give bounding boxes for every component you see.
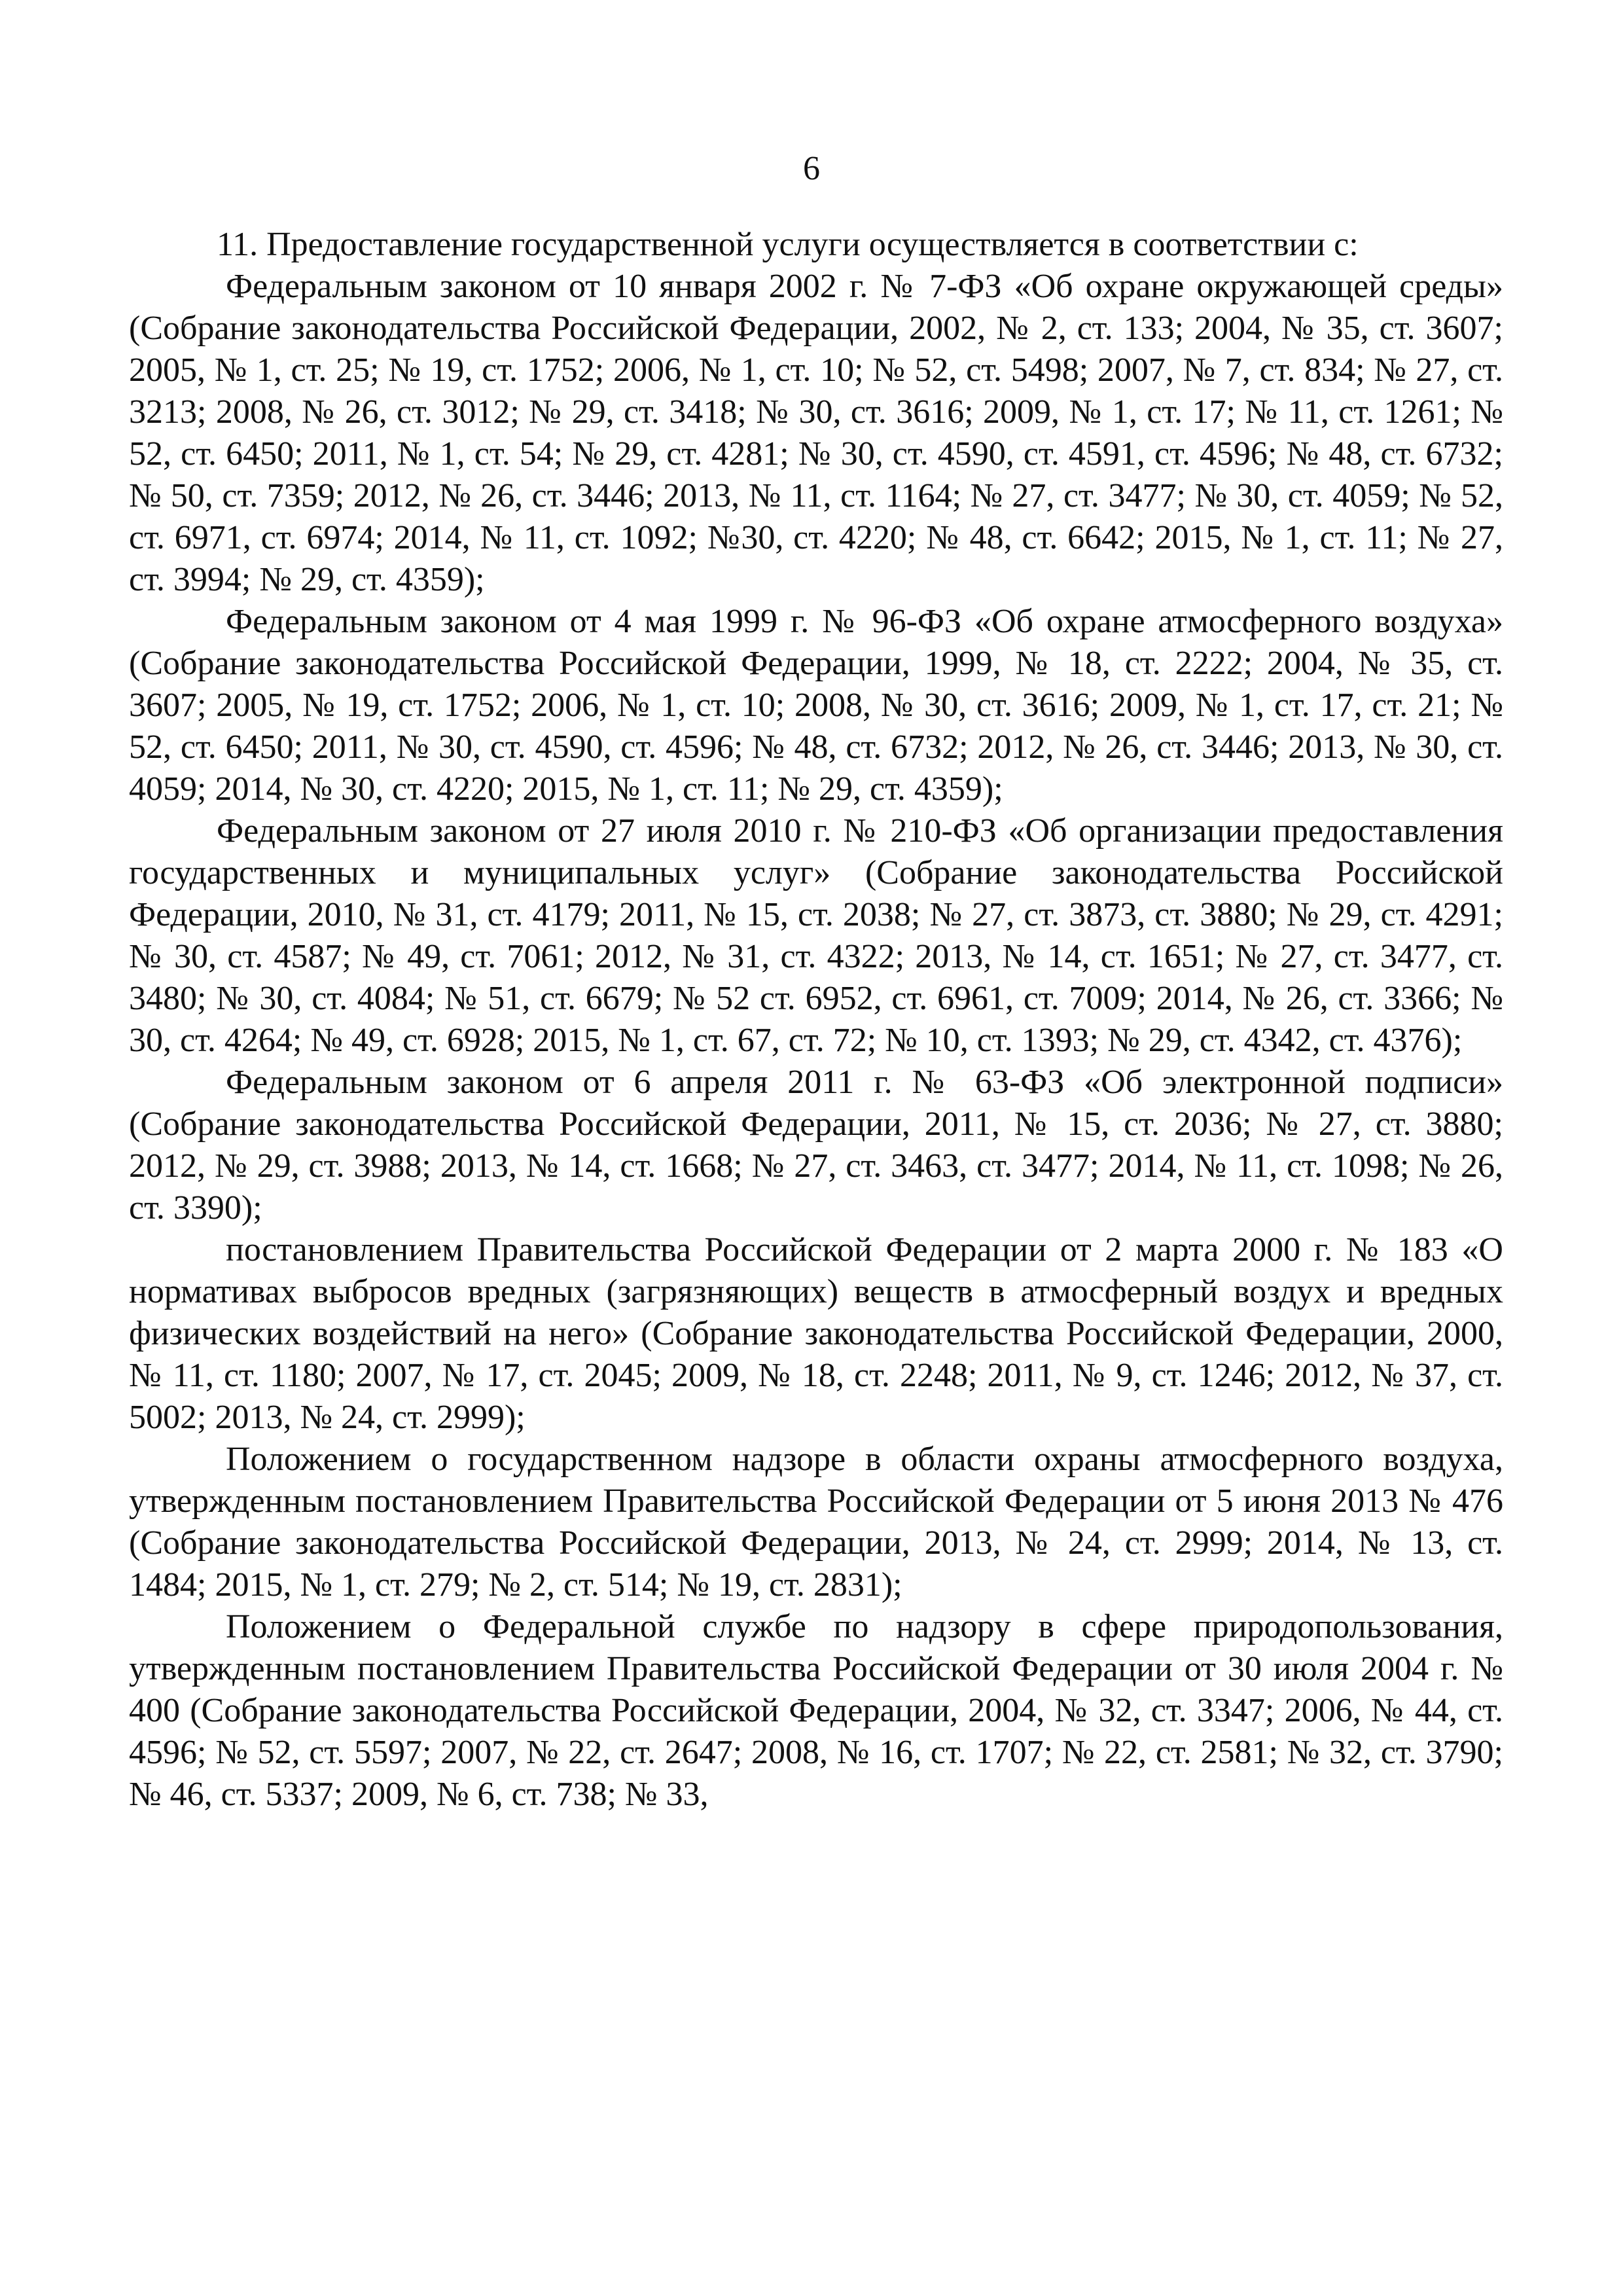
paragraph-law-96fz: Федеральным законом от 4 мая 1999 г. № 96-ФЗ «Об охране атмосферного воздуха» (Собрание законодательства Российской Федерации, 1999, № 18, ст. 2222; 2004, № 35, ст. 3607; 2005, № 19, ст. 1752; 2006, № 1, ст. 10; 2008, № 30, ст. 3616; 2009, № 1, ст. 17, ст. 21; № 52, ст. 6450; 2011, № 30, ст. 4590, ст. 4596; № 48, ст. 6732; 2012, № 26, ст. 3446; 2013, № 30, ст. 4059; 2014, № 30, ст. 4220; 2015, № 1, ст. 11; № 29, ст. 4359); (129, 603, 1503, 808)
page-number: 6 (803, 150, 820, 187)
paragraph-regulation-400: Положением о Федеральной службе по надзору в сфере природопользования, утвержденным постановлением Правительства Российской Федерации от 30 июля 2004 г. № 400 (Собрание законодательства Российской Федерации, 2004, № 32, ст. 3347; 2006, № 44, ст. 4596; № 52, ст. 5597; 2007, № 22, ст. 2647; 2008, № 16, ст. 1707; № 22, ст. 2581; № 32, ст. 3790; № 46, ст. 5337; 2009, № 6, ст. 738; № 33, (129, 1608, 1503, 1813)
paragraph-law-63fz: Федеральным законом от 6 апреля 2011 г. № 63-ФЗ «Об электронной подписи» (Собрание законодательства Российской Федерации, 2011, № 15, ст. 2036; № 27, ст. 3880; 2012, № 29, ст. 3988; 2013, № 14, ст. 1668; № 27, ст. 3463, ст. 3477; 2014, № 11, ст. 1098; № 26, ст. 3390); (129, 1064, 1503, 1227)
paragraph-regulation-476: Положением о государственном надзоре в области охраны атмосферного воздуха, утвержденным постановлением Правительства Российской Федерации от 5 июня 2013 № 476 (Собрание законодательства Российской Федерации, 2013, № 24, ст. 2999; 2014, № 13, ст. 1484; 2015, № 1, ст. 279; № 2, ст. 514; № 19, ст. 2831); (129, 1441, 1503, 1604)
document-body (129, 224, 1503, 1816)
paragraph-law-210fz: Федеральным законом от 27 июля 2010 г. № 210-ФЗ «Об организации предоставления государственных и муниципальных услуг» (Собрание законодательства Российской Федерации, 2010, № 31, ст. 4179; 2011, № 15, ст. 2038; № 27, ст. 3873, ст. 3880; № 29, ст. 4291; № 30, ст. 4587; № 49, ст. 7061; 2012, № 31, ст. 4322; 2013, № 14, ст. 1651; № 27, ст. 3477, ст. 3480; № 30, ст. 4084; № 51, ст. 6679; № 52 ст. 6952, ст. 6961, ст. 7009; 2014, № 26, ст. 3366; № 30, ст. 4264; № 49, ст. 6928; 2015, № 1, ст. 67, ст. 72; № 10, ст. 1393; № 29, ст. 4342, ст. 4376); (129, 812, 1503, 1059)
paragraph-intro: 11. Предоставление государственной услуги осуществляется в соответствии с: (217, 226, 1359, 263)
paragraph-law-7fz: Федеральным законом от 10 января 2002 г. № 7-ФЗ «Об охране окружающей среды» (Собрание законодательства Российской Федерации, 2002, № 2, ст. 133; 2004, № 35, ст. 3607; 2005, № 1, ст. 25; № 19, ст. 1752; 2006, № 1, ст. 10; № 52, ст. 5498; 2007, № 7, ст. 834; № 27, ст. 3213; 2008, № 26, ст. 3012; № 29, ст. 3418; № 30, ст. 3616; 2009, № 1, ст. 17; № 11, ст. 1261; № 52, ст. 6450; 2011, № 1, ст. 54; № 29, ст. 4281; № 30, ст. 4590, ст. 4591, ст. 4596; № 48, ст. 6732; № 50, ст. 7359; 2012, № 26, ст. 3446; 2013, № 11, ст. 1164; № 27, ст. 3477; № 30, ст. 4059; № 52, ст. 6971, ст. 6974; 2014, № 11, ст. 1092; №30, ст. 4220; № 48, ст. 6642; 2015, № 1, ст. 11; № 27, ст. 3994; № 29, ст. 4359); (129, 268, 1503, 598)
paragraph-decree-183: постановлением Правительства Российской Федерации от 2 марта 2000 г. № 183 «О нормативах выбросов вредных (загрязняющих) веществ в атмосферный воздух и вредных физических воздействий на него» (Собрание законодательства Российской Федерации, 2000, № 11, ст. 1180; 2007, № 17, ст. 2045; 2009, № 18, ст. 2248; 2011, № 9, ст. 1246; 2012, № 37, ст. 5002; 2013, № 24, ст. 2999); (129, 1231, 1503, 1436)
